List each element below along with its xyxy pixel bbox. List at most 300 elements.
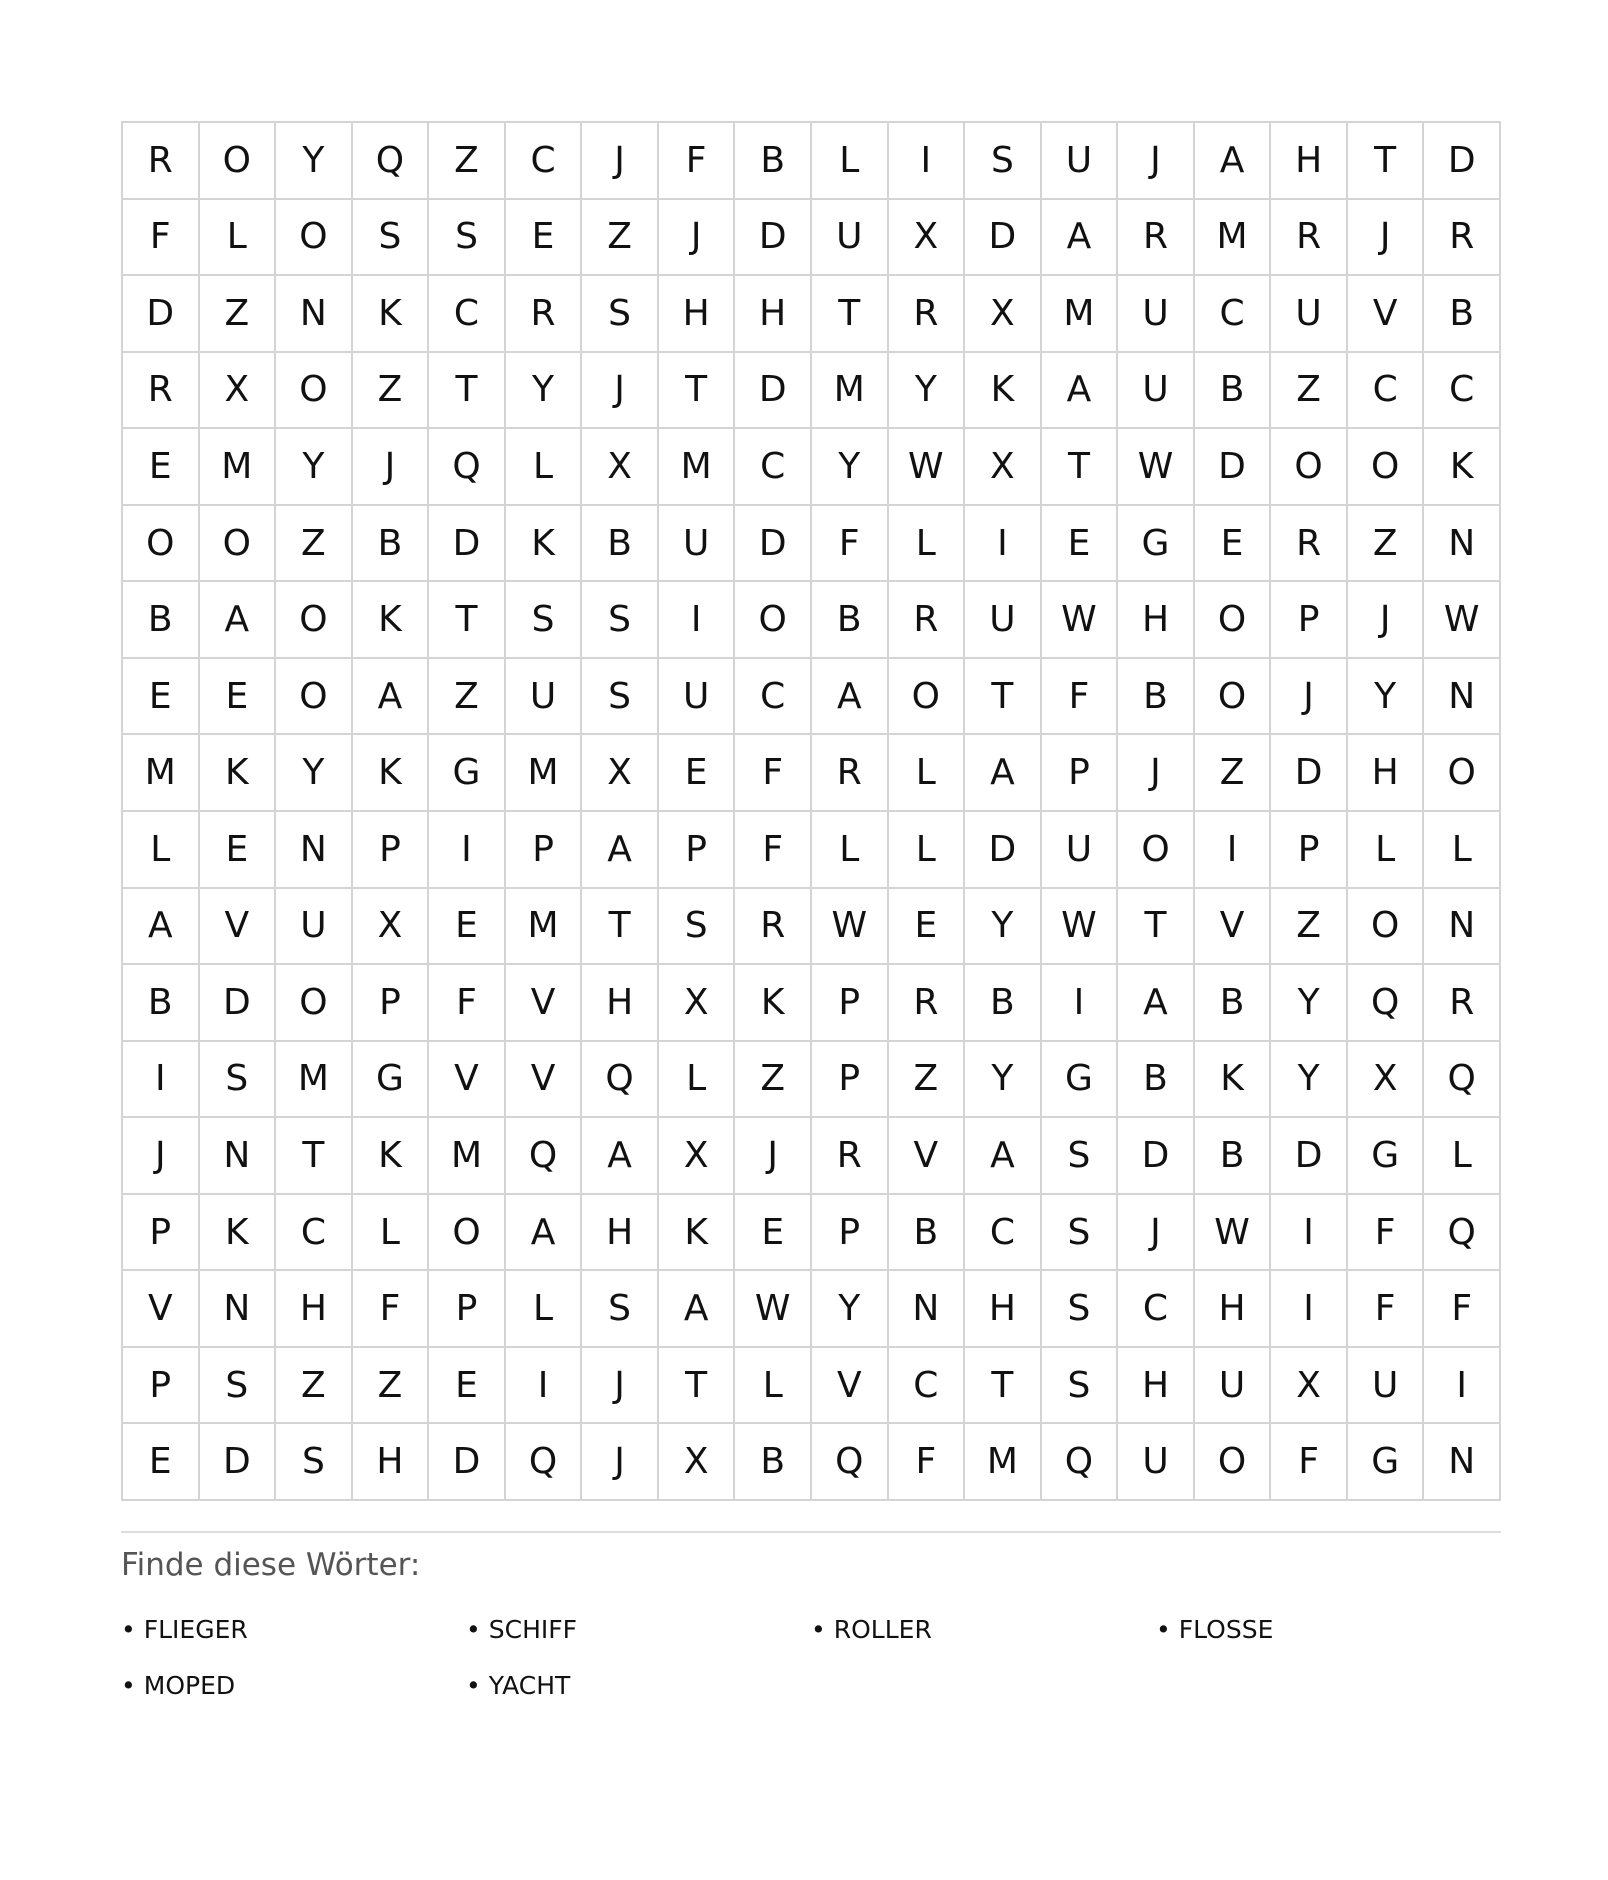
grid-cell[interactable]: L bbox=[659, 1042, 736, 1119]
grid-cell[interactable]: X bbox=[582, 429, 659, 506]
grid-cell[interactable]: X bbox=[1271, 1348, 1348, 1425]
grid-cell[interactable]: S bbox=[1042, 1271, 1119, 1348]
grid-cell[interactable]: P bbox=[506, 812, 583, 889]
grid-cell[interactable]: S bbox=[429, 200, 506, 277]
grid-cell[interactable]: A bbox=[659, 1271, 736, 1348]
grid-cell[interactable]: A bbox=[1195, 123, 1272, 200]
grid-cell[interactable]: S bbox=[965, 123, 1042, 200]
grid-cell[interactable]: O bbox=[889, 659, 966, 736]
grid-cell[interactable]: L bbox=[1424, 812, 1501, 889]
grid-cell[interactable]: Y bbox=[506, 353, 583, 430]
grid-cell[interactable]: T bbox=[1118, 889, 1195, 966]
grid-cell[interactable]: Q bbox=[812, 1424, 889, 1501]
grid-cell[interactable]: J bbox=[1118, 123, 1195, 200]
grid-cell[interactable]: R bbox=[123, 123, 200, 200]
grid-cell[interactable]: N bbox=[276, 812, 353, 889]
grid-cell[interactable]: M bbox=[506, 889, 583, 966]
grid-cell[interactable]: B bbox=[965, 965, 1042, 1042]
grid-cell[interactable]: A bbox=[1118, 965, 1195, 1042]
grid-cell[interactable]: Y bbox=[812, 429, 889, 506]
grid-cell[interactable]: R bbox=[123, 353, 200, 430]
grid-cell[interactable]: O bbox=[276, 200, 353, 277]
grid-cell[interactable]: I bbox=[1271, 1195, 1348, 1272]
grid-cell[interactable]: L bbox=[889, 735, 966, 812]
grid-cell[interactable]: F bbox=[735, 812, 812, 889]
grid-cell[interactable]: V bbox=[889, 1118, 966, 1195]
grid-cell[interactable]: C bbox=[889, 1348, 966, 1425]
grid-cell[interactable]: U bbox=[1042, 812, 1119, 889]
grid-cell[interactable]: Q bbox=[353, 123, 430, 200]
grid-cell[interactable]: L bbox=[506, 1271, 583, 1348]
grid-cell[interactable]: J bbox=[1271, 659, 1348, 736]
grid-cell[interactable]: Q bbox=[1424, 1195, 1501, 1272]
grid-cell[interactable]: X bbox=[965, 429, 1042, 506]
grid-cell[interactable]: G bbox=[1118, 506, 1195, 583]
grid-cell[interactable]: J bbox=[735, 1118, 812, 1195]
grid-cell[interactable]: B bbox=[889, 1195, 966, 1272]
grid-cell[interactable]: L bbox=[889, 812, 966, 889]
grid-cell[interactable]: B bbox=[735, 1424, 812, 1501]
grid-cell[interactable]: N bbox=[200, 1118, 277, 1195]
grid-cell[interactable]: E bbox=[1195, 506, 1272, 583]
grid-cell[interactable]: B bbox=[812, 582, 889, 659]
grid-cell[interactable]: F bbox=[1348, 1271, 1425, 1348]
grid-cell[interactable]: M bbox=[429, 1118, 506, 1195]
grid-cell[interactable]: O bbox=[1271, 429, 1348, 506]
grid-cell[interactable]: L bbox=[812, 123, 889, 200]
grid-cell[interactable]: T bbox=[1042, 429, 1119, 506]
grid-cell[interactable]: U bbox=[1271, 276, 1348, 353]
grid-cell[interactable]: V bbox=[1195, 889, 1272, 966]
grid-cell[interactable]: T bbox=[1348, 123, 1425, 200]
grid-cell[interactable]: Z bbox=[1348, 506, 1425, 583]
grid-cell[interactable]: L bbox=[812, 812, 889, 889]
grid-cell[interactable]: N bbox=[276, 276, 353, 353]
grid-cell[interactable]: K bbox=[200, 1195, 277, 1272]
grid-cell[interactable]: D bbox=[1118, 1118, 1195, 1195]
grid-cell[interactable]: R bbox=[889, 965, 966, 1042]
grid-cell[interactable]: S bbox=[1042, 1195, 1119, 1272]
grid-cell[interactable]: E bbox=[200, 812, 277, 889]
grid-cell[interactable]: Z bbox=[429, 659, 506, 736]
grid-cell[interactable]: A bbox=[965, 1118, 1042, 1195]
grid-cell[interactable]: J bbox=[1348, 582, 1425, 659]
grid-cell[interactable]: M bbox=[506, 735, 583, 812]
grid-cell[interactable]: N bbox=[1424, 1424, 1501, 1501]
grid-cell[interactable]: I bbox=[1195, 812, 1272, 889]
grid-cell[interactable]: G bbox=[429, 735, 506, 812]
grid-cell[interactable]: F bbox=[659, 123, 736, 200]
grid-cell[interactable]: H bbox=[735, 276, 812, 353]
grid-cell[interactable]: Q bbox=[1348, 965, 1425, 1042]
grid-cell[interactable]: O bbox=[200, 506, 277, 583]
grid-cell[interactable]: I bbox=[123, 1042, 200, 1119]
grid-cell[interactable]: E bbox=[735, 1195, 812, 1272]
grid-cell[interactable]: Q bbox=[506, 1118, 583, 1195]
grid-cell[interactable]: D bbox=[1195, 429, 1272, 506]
grid-cell[interactable]: M bbox=[200, 429, 277, 506]
grid-cell[interactable]: U bbox=[1348, 1348, 1425, 1425]
grid-cell[interactable]: B bbox=[1195, 965, 1272, 1042]
grid-cell[interactable]: L bbox=[1348, 812, 1425, 889]
grid-cell[interactable]: C bbox=[965, 1195, 1042, 1272]
grid-cell[interactable]: K bbox=[353, 276, 430, 353]
grid-cell[interactable]: B bbox=[123, 582, 200, 659]
grid-cell[interactable]: P bbox=[123, 1348, 200, 1425]
grid-cell[interactable]: O bbox=[1195, 1424, 1272, 1501]
grid-cell[interactable]: P bbox=[812, 965, 889, 1042]
grid-cell[interactable]: R bbox=[812, 735, 889, 812]
grid-cell[interactable]: R bbox=[735, 889, 812, 966]
grid-cell[interactable]: T bbox=[582, 889, 659, 966]
grid-cell[interactable]: Z bbox=[353, 1348, 430, 1425]
grid-cell[interactable]: P bbox=[812, 1042, 889, 1119]
grid-cell[interactable]: L bbox=[889, 506, 966, 583]
grid-cell[interactable]: W bbox=[1042, 582, 1119, 659]
grid-cell[interactable]: O bbox=[429, 1195, 506, 1272]
grid-cell[interactable]: U bbox=[659, 659, 736, 736]
grid-cell[interactable]: P bbox=[1042, 735, 1119, 812]
grid-cell[interactable]: T bbox=[429, 582, 506, 659]
grid-cell[interactable]: P bbox=[659, 812, 736, 889]
grid-cell[interactable]: W bbox=[889, 429, 966, 506]
grid-cell[interactable]: A bbox=[353, 659, 430, 736]
grid-cell[interactable]: O bbox=[1195, 582, 1272, 659]
grid-cell[interactable]: P bbox=[812, 1195, 889, 1272]
grid-cell[interactable]: P bbox=[1271, 812, 1348, 889]
grid-cell[interactable]: D bbox=[1271, 735, 1348, 812]
grid-cell[interactable]: D bbox=[965, 200, 1042, 277]
grid-cell[interactable]: W bbox=[1042, 889, 1119, 966]
grid-cell[interactable]: S bbox=[1042, 1118, 1119, 1195]
grid-cell[interactable]: R bbox=[1424, 965, 1501, 1042]
grid-cell[interactable]: S bbox=[582, 582, 659, 659]
grid-cell[interactable]: Y bbox=[889, 353, 966, 430]
grid-cell[interactable]: E bbox=[1042, 506, 1119, 583]
grid-cell[interactable]: C bbox=[1424, 353, 1501, 430]
grid-cell[interactable]: G bbox=[353, 1042, 430, 1119]
grid-cell[interactable]: V bbox=[812, 1348, 889, 1425]
grid-cell[interactable]: P bbox=[1271, 582, 1348, 659]
grid-cell[interactable]: I bbox=[1271, 1271, 1348, 1348]
grid-cell[interactable]: F bbox=[1424, 1271, 1501, 1348]
grid-cell[interactable]: N bbox=[1424, 659, 1501, 736]
grid-cell[interactable]: A bbox=[506, 1195, 583, 1272]
grid-cell[interactable]: H bbox=[582, 1195, 659, 1272]
grid-cell[interactable]: S bbox=[353, 200, 430, 277]
grid-cell[interactable]: R bbox=[1271, 506, 1348, 583]
grid-cell[interactable]: T bbox=[965, 659, 1042, 736]
grid-cell[interactable]: M bbox=[276, 1042, 353, 1119]
grid-cell[interactable]: N bbox=[1424, 889, 1501, 966]
grid-cell[interactable]: E bbox=[123, 1424, 200, 1501]
grid-cell[interactable]: Y bbox=[812, 1271, 889, 1348]
grid-cell[interactable]: S bbox=[582, 276, 659, 353]
grid-cell[interactable]: U bbox=[659, 506, 736, 583]
grid-cell[interactable]: C bbox=[276, 1195, 353, 1272]
grid-cell[interactable]: T bbox=[276, 1118, 353, 1195]
grid-cell[interactable]: C bbox=[1118, 1271, 1195, 1348]
grid-cell[interactable]: D bbox=[1271, 1118, 1348, 1195]
grid-cell[interactable]: O bbox=[1118, 812, 1195, 889]
grid-cell[interactable]: E bbox=[200, 659, 277, 736]
grid-cell[interactable]: Z bbox=[200, 276, 277, 353]
grid-cell[interactable]: Z bbox=[1271, 353, 1348, 430]
grid-cell[interactable]: V bbox=[506, 965, 583, 1042]
grid-cell[interactable]: N bbox=[889, 1271, 966, 1348]
grid-cell[interactable]: G bbox=[1042, 1042, 1119, 1119]
grid-cell[interactable]: M bbox=[1195, 200, 1272, 277]
grid-cell[interactable]: Z bbox=[735, 1042, 812, 1119]
grid-cell[interactable]: W bbox=[1195, 1195, 1272, 1272]
grid-cell[interactable]: B bbox=[123, 965, 200, 1042]
grid-cell[interactable]: O bbox=[1348, 429, 1425, 506]
grid-cell[interactable]: O bbox=[276, 353, 353, 430]
grid-cell[interactable]: A bbox=[965, 735, 1042, 812]
grid-cell[interactable]: K bbox=[353, 582, 430, 659]
grid-cell[interactable]: Y bbox=[276, 429, 353, 506]
grid-cell[interactable]: C bbox=[1348, 353, 1425, 430]
grid-cell[interactable]: D bbox=[735, 353, 812, 430]
grid-cell[interactable]: D bbox=[123, 276, 200, 353]
grid-cell[interactable]: H bbox=[1348, 735, 1425, 812]
grid-cell[interactable]: U bbox=[1042, 123, 1119, 200]
grid-cell[interactable]: I bbox=[889, 123, 966, 200]
grid-cell[interactable]: O bbox=[1348, 889, 1425, 966]
grid-cell[interactable]: B bbox=[1424, 276, 1501, 353]
grid-cell[interactable]: Z bbox=[1271, 889, 1348, 966]
grid-cell[interactable]: H bbox=[1118, 582, 1195, 659]
grid-cell[interactable]: U bbox=[1118, 1424, 1195, 1501]
grid-cell[interactable]: M bbox=[1042, 276, 1119, 353]
grid-cell[interactable]: L bbox=[1424, 1118, 1501, 1195]
grid-cell[interactable]: F bbox=[1348, 1195, 1425, 1272]
grid-cell[interactable]: T bbox=[429, 353, 506, 430]
grid-cell[interactable]: L bbox=[353, 1195, 430, 1272]
grid-cell[interactable]: Y bbox=[276, 735, 353, 812]
grid-cell[interactable]: A bbox=[1042, 353, 1119, 430]
grid-cell[interactable]: S bbox=[200, 1042, 277, 1119]
grid-cell[interactable]: V bbox=[506, 1042, 583, 1119]
grid-cell[interactable]: K bbox=[1195, 1042, 1272, 1119]
grid-cell[interactable]: G bbox=[1348, 1424, 1425, 1501]
grid-cell[interactable]: Q bbox=[582, 1042, 659, 1119]
grid-cell[interactable]: T bbox=[659, 353, 736, 430]
grid-cell[interactable]: O bbox=[123, 506, 200, 583]
grid-cell[interactable]: A bbox=[582, 812, 659, 889]
grid-cell[interactable]: P bbox=[429, 1271, 506, 1348]
grid-cell[interactable]: T bbox=[659, 1348, 736, 1425]
grid-cell[interactable]: L bbox=[123, 812, 200, 889]
grid-cell[interactable]: Y bbox=[965, 889, 1042, 966]
grid-cell[interactable]: C bbox=[735, 659, 812, 736]
grid-cell[interactable]: K bbox=[965, 353, 1042, 430]
grid-cell[interactable]: H bbox=[276, 1271, 353, 1348]
grid-cell[interactable]: J bbox=[1348, 200, 1425, 277]
grid-cell[interactable]: E bbox=[123, 429, 200, 506]
grid-cell[interactable]: V bbox=[123, 1271, 200, 1348]
grid-cell[interactable]: J bbox=[582, 353, 659, 430]
grid-cell[interactable]: E bbox=[889, 889, 966, 966]
grid-cell[interactable]: J bbox=[1118, 735, 1195, 812]
grid-cell[interactable]: W bbox=[1118, 429, 1195, 506]
grid-cell[interactable]: E bbox=[429, 889, 506, 966]
grid-cell[interactable]: U bbox=[1118, 353, 1195, 430]
grid-cell[interactable]: S bbox=[582, 659, 659, 736]
grid-cell[interactable]: I bbox=[1042, 965, 1119, 1042]
grid-cell[interactable]: A bbox=[1042, 200, 1119, 277]
grid-cell[interactable]: B bbox=[1195, 353, 1272, 430]
grid-cell[interactable]: S bbox=[582, 1271, 659, 1348]
grid-cell[interactable]: F bbox=[812, 506, 889, 583]
grid-cell[interactable]: C bbox=[506, 123, 583, 200]
grid-cell[interactable]: Q bbox=[506, 1424, 583, 1501]
grid-cell[interactable]: K bbox=[1424, 429, 1501, 506]
grid-cell[interactable]: L bbox=[735, 1348, 812, 1425]
grid-cell[interactable]: P bbox=[123, 1195, 200, 1272]
grid-cell[interactable]: K bbox=[735, 965, 812, 1042]
grid-cell[interactable]: O bbox=[276, 582, 353, 659]
grid-cell[interactable]: K bbox=[659, 1195, 736, 1272]
grid-cell[interactable]: E bbox=[429, 1348, 506, 1425]
grid-cell[interactable]: C bbox=[1195, 276, 1272, 353]
grid-cell[interactable]: Y bbox=[1348, 659, 1425, 736]
grid-cell[interactable]: D bbox=[200, 1424, 277, 1501]
grid-cell[interactable]: Z bbox=[889, 1042, 966, 1119]
grid-cell[interactable]: G bbox=[1348, 1118, 1425, 1195]
grid-cell[interactable]: V bbox=[429, 1042, 506, 1119]
grid-cell[interactable]: X bbox=[659, 1118, 736, 1195]
grid-cell[interactable]: L bbox=[506, 429, 583, 506]
grid-cell[interactable]: S bbox=[200, 1348, 277, 1425]
grid-cell[interactable]: J bbox=[353, 429, 430, 506]
grid-cell[interactable]: Z bbox=[276, 506, 353, 583]
grid-cell[interactable]: J bbox=[582, 1424, 659, 1501]
grid-cell[interactable]: F bbox=[353, 1271, 430, 1348]
grid-cell[interactable]: J bbox=[582, 1348, 659, 1425]
grid-cell[interactable]: V bbox=[200, 889, 277, 966]
grid-cell[interactable]: X bbox=[582, 735, 659, 812]
grid-cell[interactable]: R bbox=[889, 276, 966, 353]
grid-cell[interactable]: U bbox=[276, 889, 353, 966]
grid-cell[interactable]: E bbox=[659, 735, 736, 812]
grid-cell[interactable]: E bbox=[123, 659, 200, 736]
grid-cell[interactable]: D bbox=[1424, 123, 1501, 200]
grid-cell[interactable]: R bbox=[812, 1118, 889, 1195]
grid-cell[interactable]: D bbox=[735, 200, 812, 277]
grid-cell[interactable]: Z bbox=[353, 353, 430, 430]
grid-cell[interactable]: O bbox=[276, 965, 353, 1042]
grid-cell[interactable]: W bbox=[1424, 582, 1501, 659]
grid-cell[interactable]: F bbox=[735, 735, 812, 812]
grid-cell[interactable]: R bbox=[1118, 200, 1195, 277]
grid-cell[interactable]: Q bbox=[1424, 1042, 1501, 1119]
grid-cell[interactable]: W bbox=[735, 1271, 812, 1348]
grid-cell[interactable]: D bbox=[429, 1424, 506, 1501]
grid-cell[interactable]: P bbox=[353, 965, 430, 1042]
grid-cell[interactable]: F bbox=[429, 965, 506, 1042]
grid-cell[interactable]: M bbox=[812, 353, 889, 430]
grid-cell[interactable]: H bbox=[1195, 1271, 1272, 1348]
grid-cell[interactable]: B bbox=[1118, 659, 1195, 736]
grid-cell[interactable]: W bbox=[812, 889, 889, 966]
grid-cell[interactable]: K bbox=[353, 735, 430, 812]
grid-cell[interactable]: L bbox=[200, 200, 277, 277]
grid-cell[interactable]: S bbox=[1042, 1348, 1119, 1425]
grid-cell[interactable]: R bbox=[1271, 200, 1348, 277]
grid-cell[interactable]: N bbox=[200, 1271, 277, 1348]
grid-cell[interactable]: T bbox=[965, 1348, 1042, 1425]
grid-cell[interactable]: Z bbox=[582, 200, 659, 277]
grid-cell[interactable]: K bbox=[353, 1118, 430, 1195]
grid-cell[interactable]: Y bbox=[276, 123, 353, 200]
grid-cell[interactable]: A bbox=[582, 1118, 659, 1195]
grid-cell[interactable]: U bbox=[965, 582, 1042, 659]
grid-cell[interactable]: F bbox=[1271, 1424, 1348, 1501]
grid-cell[interactable]: J bbox=[582, 123, 659, 200]
grid-cell[interactable]: C bbox=[735, 429, 812, 506]
grid-cell[interactable]: J bbox=[1118, 1195, 1195, 1272]
grid-cell[interactable]: J bbox=[659, 200, 736, 277]
grid-cell[interactable]: R bbox=[889, 582, 966, 659]
grid-cell[interactable]: H bbox=[582, 965, 659, 1042]
grid-cell[interactable]: M bbox=[123, 735, 200, 812]
grid-cell[interactable]: Z bbox=[276, 1348, 353, 1425]
grid-cell[interactable]: B bbox=[735, 123, 812, 200]
grid-cell[interactable]: F bbox=[1042, 659, 1119, 736]
grid-cell[interactable]: H bbox=[965, 1271, 1042, 1348]
grid-cell[interactable]: R bbox=[1424, 200, 1501, 277]
grid-cell[interactable]: J bbox=[123, 1118, 200, 1195]
grid-cell[interactable]: I bbox=[506, 1348, 583, 1425]
grid-cell[interactable]: D bbox=[200, 965, 277, 1042]
grid-cell[interactable]: I bbox=[1424, 1348, 1501, 1425]
grid-cell[interactable]: D bbox=[965, 812, 1042, 889]
grid-cell[interactable]: E bbox=[506, 200, 583, 277]
grid-cell[interactable]: X bbox=[965, 276, 1042, 353]
grid-cell[interactable]: C bbox=[429, 276, 506, 353]
grid-cell[interactable]: A bbox=[123, 889, 200, 966]
grid-cell[interactable]: I bbox=[659, 582, 736, 659]
grid-cell[interactable]: Y bbox=[965, 1042, 1042, 1119]
grid-cell[interactable]: U bbox=[1195, 1348, 1272, 1425]
grid-cell[interactable]: Z bbox=[429, 123, 506, 200]
grid-cell[interactable]: N bbox=[1424, 506, 1501, 583]
grid-cell[interactable]: F bbox=[123, 200, 200, 277]
grid-cell[interactable]: K bbox=[506, 506, 583, 583]
grid-cell[interactable]: S bbox=[506, 582, 583, 659]
grid-cell[interactable]: H bbox=[659, 276, 736, 353]
grid-cell[interactable]: H bbox=[1271, 123, 1348, 200]
grid-cell[interactable]: H bbox=[1118, 1348, 1195, 1425]
grid-cell[interactable]: P bbox=[353, 812, 430, 889]
grid-cell[interactable]: O bbox=[1424, 735, 1501, 812]
grid-cell[interactable]: R bbox=[506, 276, 583, 353]
grid-cell[interactable]: Y bbox=[1271, 1042, 1348, 1119]
grid-cell[interactable]: S bbox=[276, 1424, 353, 1501]
grid-cell[interactable]: Q bbox=[1042, 1424, 1119, 1501]
grid-cell[interactable]: M bbox=[659, 429, 736, 506]
grid-cell[interactable]: B bbox=[1118, 1042, 1195, 1119]
grid-cell[interactable]: U bbox=[812, 200, 889, 277]
grid-cell[interactable]: S bbox=[659, 889, 736, 966]
grid-cell[interactable]: A bbox=[812, 659, 889, 736]
grid-cell[interactable]: D bbox=[429, 506, 506, 583]
grid-cell[interactable]: O bbox=[735, 582, 812, 659]
grid-cell[interactable]: V bbox=[1348, 276, 1425, 353]
grid-cell[interactable]: M bbox=[965, 1424, 1042, 1501]
grid-cell[interactable]: O bbox=[200, 123, 277, 200]
